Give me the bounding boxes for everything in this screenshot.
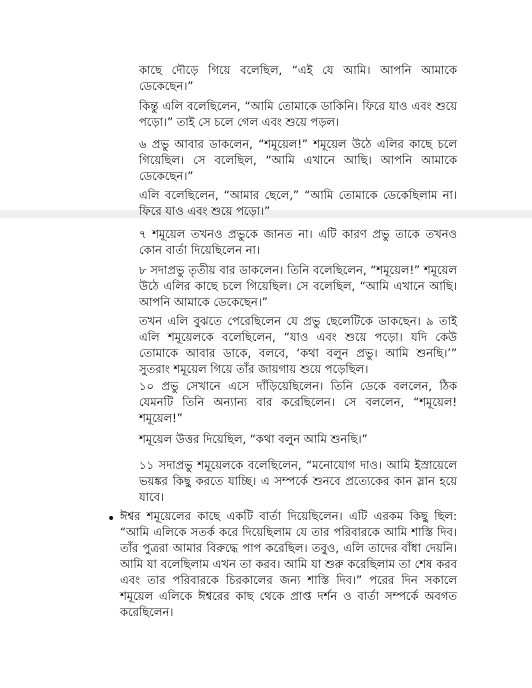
paragraph-eli-reply: কিন্তু এলি বলেছিলেন, “আমি তোমাকে ডাকিনি। ফিরে যাও এবং শুয়ে পড়ো।” তাই সে চলে গেল এবং শুয়ে পড়ল। (139, 99, 457, 129)
paragraph-continuation: কাছে দৌড়ে গিয়ে বলেছিল, “এই যে আমি। আপনি আমাকে ডেকেছেন।” (139, 63, 457, 93)
paragraph-verse-7: ৭ শমূয়েল তখনও প্রভুকে জানত না। এটি কারণ প্রভু তাকে তখনও কোন বার্তা দিয়েছিলেন না। (139, 227, 457, 257)
paragraph-eli-reply-2: এলি বলেছিলেন, “আমার ছেলে,” “আমি তোমাকে ডেকেছিলাম না। ফিরে যাও এবং শুয়ে পড়ো।” (139, 188, 457, 218)
bullet-paragraph: ঈশ্বর শমূয়েলের কাছে একটি বার্তা দিয়েছিলেন। এটি এরকম কিছু ছিল: “আমি এলিকে সতর্ক করে দিয়েছিলাম যে তার পরিবারকে আমি শাস্তি দিব। তাঁর পুত্ররা আমার বিরুদ্ধে পাপ করেছিল। তবুও, এলি তাদের বাঁধা দেয়নি। আমি যা বলেছিলাম এখন তা করব। আমি যা শুরু করেছিলাম তা শেষ করব এবং তার পরিবারকে চিরকালের জন্য শাস্তি দিব।” পরের দিন সকালে শমূয়েল এলিকে ঈশ্বরের কাছ থেকে প্রাপ্ত দর্শন ও বার্তা সম্পর্কে অবগত করেছিলেন। (120, 509, 457, 619)
bullet-symbol: • (107, 511, 116, 527)
paragraph-samuel-answer: শমূয়েল উত্তর দিয়েছিল, “কথা বলুন আমি শুনছি।” (139, 432, 368, 446)
paragraph-verse-10: ১০ প্রভু সেখানে এসে দাঁড়িয়েছিলেন। তিনি ডেকে বললেন, ঠিক যেমনটি তিনি অন্যান্য বার করেছিলেন। সে বললেন, “শমূয়েল! শমূয়েল!” (139, 379, 457, 425)
paragraph-verse-6: ৬ প্রভু আবার ডাকলেন, “শমূয়েল!” শমূয়েল উঠে এলির কাছে চলে গিয়েছিল। সে বলেছিল, “আমি এখানে আছি। আপনি আমাকে ডেকেছেন।” (139, 137, 457, 183)
paragraph-verse-8: ৮ সদাপ্রভু তৃতীয় বার ডাকলেন। তিনি বলেছিলেন, “শমূয়েল!” শমূয়েল উঠে এলির কাছে চলে গিয়েছিল। সে বলেছিল, “আমি এখানে আছি। আপনি আমাকে ডেকেছেন।” (139, 263, 457, 309)
paragraph-verse-9: তখন এলি বুঝতে পেরেছিলেন যে প্রভু ছেলেটিকে ডাকছেন। ৯ তাই এলি শমূয়েলকে বলেছিলেন, “যাও এবং শুয়ে পড়ো। যদি কেউ তোমাকে আবার ডাকে, বলবে, ‘কথা বলুন প্রভু। আমি শুনছি।’” সুতরাং শমূয়েল গিয়ে তাঁর জায়গায় শুয়ে পড়েছিল। (139, 314, 457, 376)
paragraph-verse-11: ১১ সদাপ্রভু শমূয়েলকে বলেছিলেন, “মনোযোগ দাও। আমি ইস্রায়েলে ভয়ঙ্কর কিছু করতে যাচ্ছি। এ সম্পর্কে শুনবে প্রত্যেকের কান স্লান হয়ে যাবে। (139, 458, 457, 504)
